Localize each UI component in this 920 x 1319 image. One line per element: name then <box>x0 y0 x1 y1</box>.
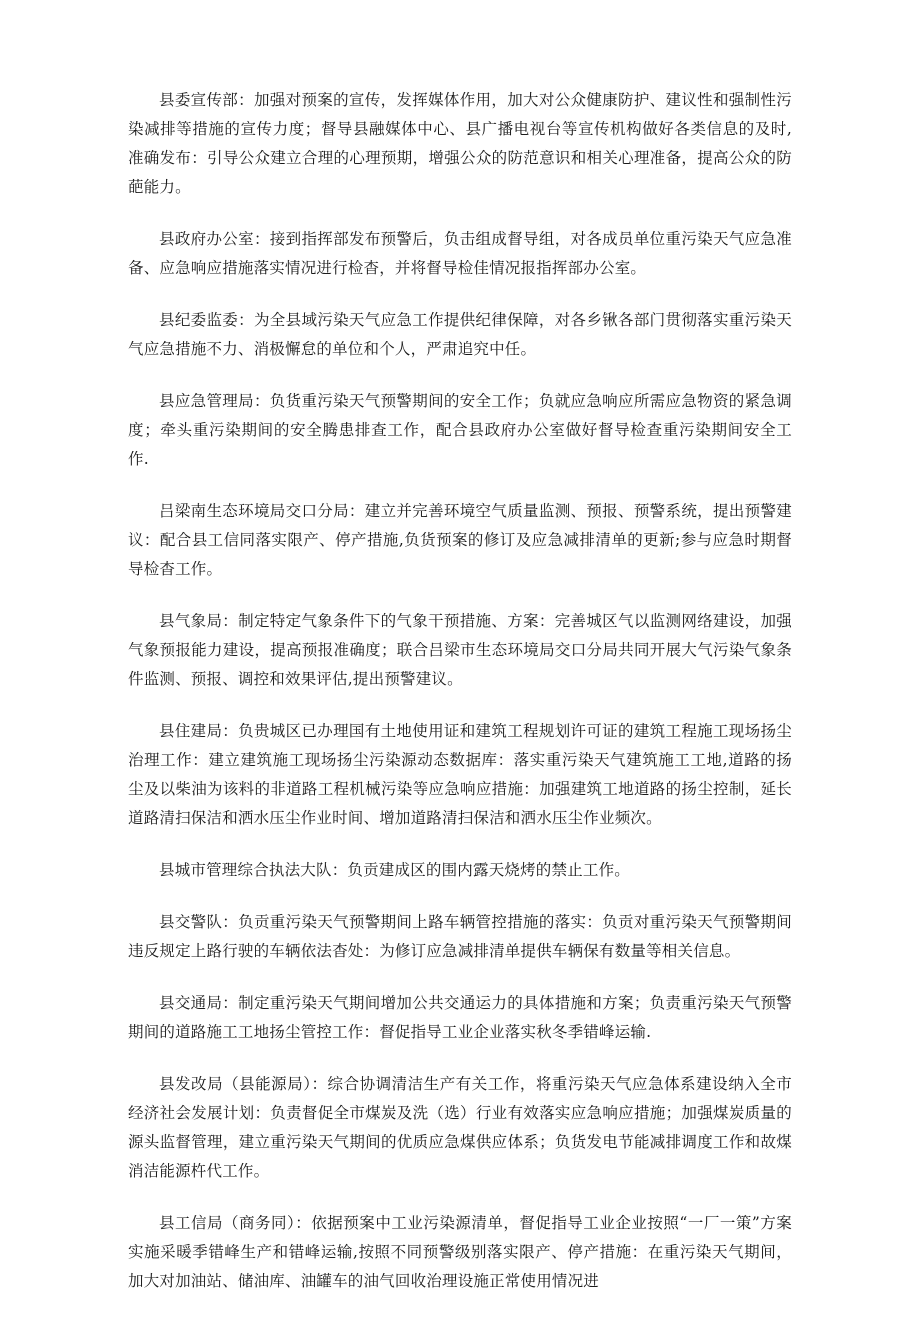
paragraph-government-office: 县政府办公室：接到指挥部发布预警后，负击组成督导组，对各成员单位重污染天气应急准备、应急响应措施落实情况进行检杳，并将督导检佳情况报指挥部办公室。 <box>128 230 792 277</box>
paragraph-housing-bureau: 县住建局：负贵城区已办理国有土地使用证和建筑工程规划许可证的建筑工程施工现场扬尘治理工作：建立建筑施工现场扬尘污染源动态数据库：落实重污染天气建筑施工工地,道路的扬尘及以柴油为该料的非道路工程机械污染等应急响应措施：加强建筑工地道路的扬尘控制，延长道路清扫保洁和洒水压尘作业时间、增加道路清扫保洁和洒水压尘作业频次。 <box>128 722 792 827</box>
paragraph-traffic-police: 县交警队：负贡重污染天气预警期间上路车辆管控措施的落实：负贡对重污染天气预警期间违反规定上路行驶的车辆依法杳处：为修订应急减排清单提供车辆保有数量等相关信息。 <box>128 913 792 960</box>
document-body <box>128 86 792 1319</box>
paragraph-transport-bureau: 县交通局：制定重污染天气期间增加公共交通运力的具体措施和方案；负责重污染天气预警期间的道路施工工地扬尘管控工作：督促指导工业企业落实秋冬季错峰运输. <box>128 994 792 1041</box>
paragraph-urban-management: 县城市管理综合执法大队：负贡建成区的围内露天烧烤的禁止工作。 <box>159 861 631 879</box>
paragraph-propaganda-dept: 县委宣传部：加强对预案的宣传，发挥媒体作用，加大对公众健康防护、建议性和强制性污染减排等措施的宣传力度；督导县融媒体中心、县广播电视台等宣传机构做好各类信息的及时,准确发布：引导公众建立合理的心理预期，增强公众的防范意识和相关心理准备，提高公众的防葩能力。 <box>128 91 792 196</box>
paragraph-discipline-commission: 县纪委监委：为全县域污染天气应急工作提供纪律保障，对各乡锹各部门贯彻落实重污染天气应急措施不力、消极懈怠的单位和个人，严肃追究中任。 <box>128 311 792 358</box>
paragraph-development-reform: 县发改局（县能源局）：综合协调清洁生产有关工作，将重污染天气应急体系建设纳入全市经济社会发展计划：负责督促全市煤炭及洗（选）行业有效落实应急响应措施；加强煤炭质量的源头监督管理，建立重污染天气期间的优质应急煤供应体系；负货发电节能减排调度工作和故煤消洁能源杵代工作。 <box>128 1075 792 1180</box>
paragraph-emergency-bureau: 县应急管理局：负货重污染天气预警期间的安全工作；负就应急响应所需应急物资的紧急调度；牵头重污染期间的安全腾患排查工作，配合县政府办公室做好督导检查重污染期间安全工作. <box>128 392 792 468</box>
paragraph-ecology-branch: 吕梁南生态环境局交口分局：建立并完善环境空气质量监测、预报、预警系统，提出预警建议：配合县工信同落实限产、停产措施,负货预案的修订及应急减排清单的更新;参与应急时期督导检杳工作。 <box>128 502 792 578</box>
paragraph-industry-info: 县工信局（商务同）：依据预案中工业污染源清单，督促指导工业企业按照“一厂一策”方案实施采暖季错峰生产和错峰运输,按照不同预警级别落实限产、停产措施：在重污染天气期间，加大对加油站、储油库、油罐车的油气回收治理设施正常使用情况进 <box>128 1214 792 1290</box>
paragraph-meteorology-bureau: 县气象局：制定特定气象条件下的气象干预措施、方案：完善城区气以监测网络建设，加强气象预报能力建设，提高预报准确度；联合吕梁市生态环境局交口分局共同开展大气污染气象条件监测、预报、调控和效果评估,提出预警建议。 <box>128 612 792 688</box>
